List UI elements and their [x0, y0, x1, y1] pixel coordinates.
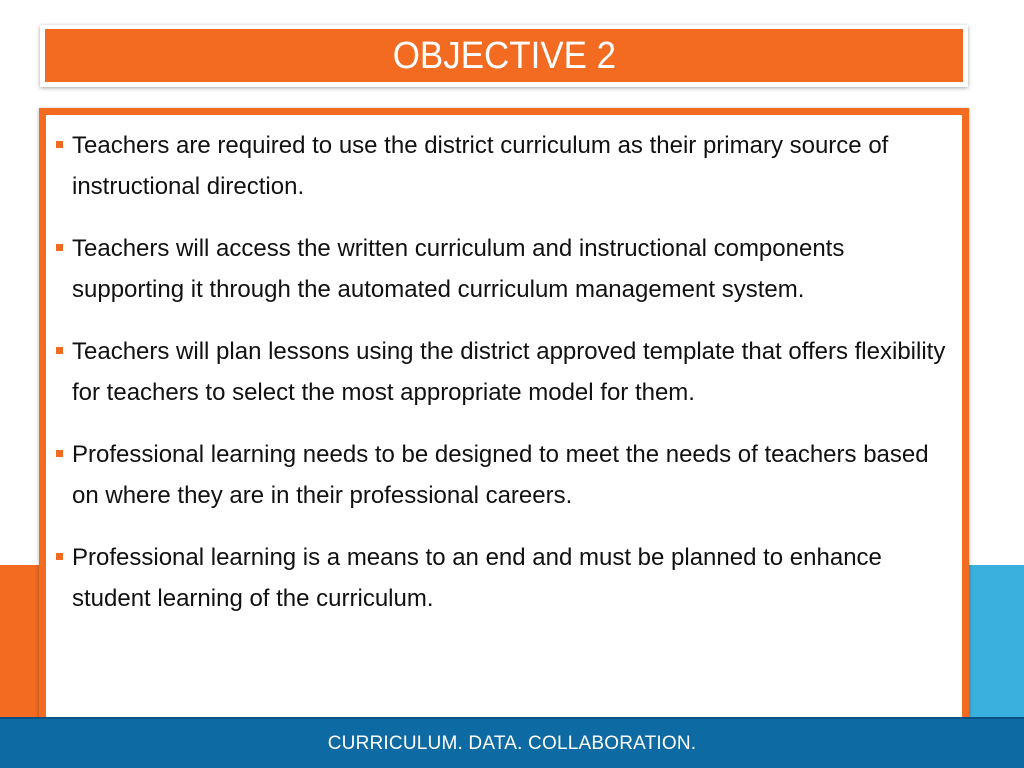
square-bullet-icon — [56, 553, 63, 560]
bullet-item — [72, 537, 962, 619]
bullet-text: Teachers will access the written curriculum and instructional components supporting it through the automated curriculum management system. — [72, 235, 845, 303]
square-bullet-icon — [56, 244, 63, 251]
bullet-text: Teachers are required to use the district curriculum as their primary source of instructional direction. — [72, 132, 889, 200]
bullet-item — [72, 228, 962, 310]
title-bar — [45, 29, 963, 82]
right-accent-band — [966, 565, 1024, 717]
bullet-text: Professional learning needs to be designed to meet the needs of teachers based on where they are in their professional careers. — [72, 441, 929, 509]
content-box — [39, 108, 969, 718]
bullet-item — [72, 434, 962, 516]
bullet-list — [46, 115, 962, 619]
slide-title: OBJECTIVE 2 — [392, 34, 616, 77]
title-frame — [40, 25, 968, 87]
footer-tagline: CURRICULUM. DATA. COLLABORATION. — [327, 732, 697, 754]
bullet-text: Teachers will plan lessons using the district approved template that offers flexibility for teachers to select the most appropriate model for them. — [72, 338, 946, 406]
footer-bar — [0, 717, 1024, 768]
bullet-item — [72, 331, 962, 413]
square-bullet-icon — [56, 141, 63, 148]
square-bullet-icon — [56, 450, 63, 457]
bullet-item — [72, 125, 962, 207]
left-accent-band — [0, 565, 44, 717]
content-panel — [46, 115, 962, 718]
bullet-text: Professional learning is a means to an end and must be planned to enhance student learning of the curriculum. — [72, 544, 882, 612]
square-bullet-icon — [56, 347, 63, 354]
